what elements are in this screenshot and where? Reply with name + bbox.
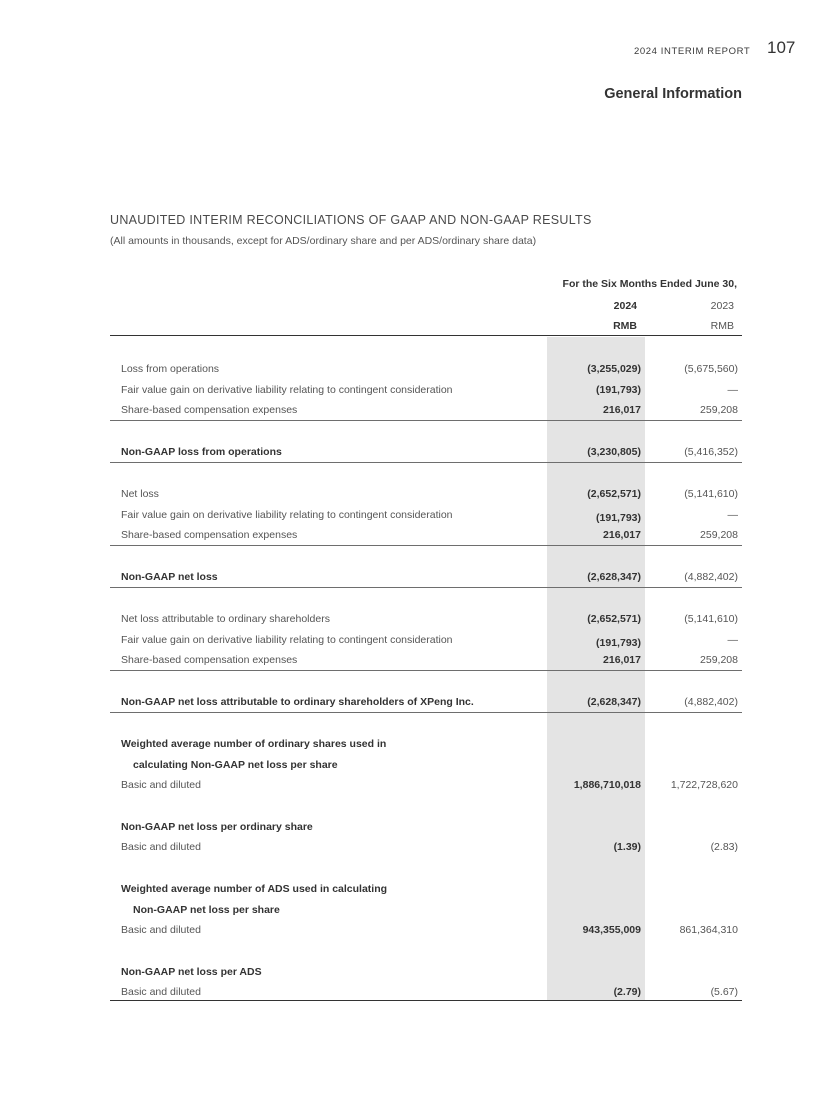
row-label: Weighted average number of ordinary shares used in <box>121 738 387 750</box>
table-row-total <box>110 567 742 588</box>
value-2024: (3,230,805) <box>587 446 641 458</box>
table-row <box>110 982 742 1002</box>
value-2024: (2.79) <box>613 986 641 998</box>
table-row-heading <box>110 879 742 899</box>
row-label: calculating Non-GAAP net loss per share <box>133 759 338 771</box>
table-row <box>110 484 742 504</box>
row-label: Non-GAAP net loss per share <box>133 904 280 916</box>
row-label: Non-GAAP loss from operations <box>121 446 282 458</box>
value-2024: 943,355,009 <box>582 924 641 936</box>
value-2024: (191,793) <box>596 512 641 524</box>
table-row <box>110 525 742 546</box>
value-2024: (2,628,347) <box>587 696 641 708</box>
row-label: Non-GAAP net loss attributable to ordinary shareholders of XPeng Inc. <box>121 696 474 708</box>
value-2023: (5,416,352) <box>684 446 738 458</box>
value-2024: 1,886,710,018 <box>573 779 641 791</box>
row-label: Fair value gain on derivative liability relating to contingent consideration <box>121 384 453 396</box>
table-row <box>110 400 742 421</box>
report-label: 2024 INTERIM REPORT <box>634 46 751 57</box>
table-row-heading <box>110 962 742 982</box>
value-2024: (1.39) <box>613 841 641 853</box>
row-label: Weighted average number of ADS used in calculating <box>121 883 388 895</box>
value-2024: (3,255,029) <box>587 363 641 375</box>
column-currency-2023: RMB <box>710 320 734 332</box>
document-subtitle: (All amounts in thousands, except for ADS/ordinary share and per ADS/ordinary share data) <box>110 235 537 247</box>
table-row-heading <box>110 817 742 837</box>
value-2023: (5.67) <box>710 986 738 998</box>
document-title: UNAUDITED INTERIM RECONCILIATIONS OF GAAP AND NON-GAAP RESULTS <box>110 213 592 227</box>
row-label: Basic and diluted <box>121 779 201 791</box>
column-year-2024: 2024 <box>613 300 637 312</box>
row-label: Fair value gain on derivative liability relating to contingent consideration <box>121 509 453 521</box>
value-2024: (191,793) <box>596 637 641 649</box>
table-row-heading <box>110 900 742 920</box>
table-row <box>110 609 742 629</box>
table-row <box>110 920 742 940</box>
value-2023: 259,208 <box>700 404 738 416</box>
row-label: Net loss <box>121 488 159 500</box>
row-label: Non-GAAP net loss per ordinary share <box>121 821 313 833</box>
table-row <box>110 630 742 650</box>
value-2023: 861,364,310 <box>679 924 738 936</box>
value-2023: — <box>727 634 738 646</box>
value-2024: (2,628,347) <box>587 571 641 583</box>
row-label: Fair value gain on derivative liability relating to contingent consideration <box>121 634 453 646</box>
row-label: Basic and diluted <box>121 841 201 853</box>
value-2024: 216,017 <box>603 529 641 541</box>
row-label: Basic and diluted <box>121 924 201 936</box>
value-2024: (2,652,571) <box>587 613 641 625</box>
value-2023: (5,141,610) <box>684 613 738 625</box>
value-2023: — <box>727 384 738 396</box>
value-2023: (4,882,402) <box>684 571 738 583</box>
header-rule <box>110 335 742 336</box>
value-2024: (2,652,571) <box>587 488 641 500</box>
value-2023: (4,882,402) <box>684 696 738 708</box>
table-row <box>110 359 742 379</box>
value-2024: 216,017 <box>603 404 641 416</box>
row-label: Share-based compensation expenses <box>121 404 298 416</box>
row-label: Non-GAAP net loss <box>121 571 218 583</box>
table-row <box>110 505 742 525</box>
row-label: Loss from operations <box>121 363 220 375</box>
column-year-2023: 2023 <box>710 300 734 312</box>
table-row-total <box>110 692 742 713</box>
page-number: 107 <box>767 38 796 57</box>
value-2023: (2.83) <box>710 841 738 853</box>
row-label: Net loss attributable to ordinary shareholders <box>121 613 330 625</box>
table-row <box>110 380 742 400</box>
value-2024: (191,793) <box>596 384 641 396</box>
table-row <box>110 775 742 795</box>
table-row-heading <box>110 755 742 775</box>
table-row-heading <box>110 734 742 754</box>
section-title: General Information <box>604 86 742 102</box>
period-header: For the Six Months Ended June 30, <box>562 278 737 290</box>
column-currency-2024: RMB <box>613 320 637 332</box>
table-row-total <box>110 442 742 463</box>
value-2023: 1,722,728,620 <box>670 779 738 791</box>
table-bottom-rule <box>110 1000 742 1001</box>
value-2023: — <box>727 509 738 521</box>
value-2023: 259,208 <box>700 654 738 666</box>
value-2023: 259,208 <box>700 529 738 541</box>
row-label: Basic and diluted <box>121 986 201 998</box>
value-2023: (5,141,610) <box>684 488 738 500</box>
row-label: Non-GAAP net loss per ADS <box>121 966 262 978</box>
row-label: Share-based compensation expenses <box>121 654 298 666</box>
table-row <box>110 650 742 671</box>
value-2023: (5,675,560) <box>684 363 738 375</box>
value-2024: 216,017 <box>603 654 641 666</box>
table-row <box>110 837 742 857</box>
row-label: Share-based compensation expenses <box>121 529 298 541</box>
